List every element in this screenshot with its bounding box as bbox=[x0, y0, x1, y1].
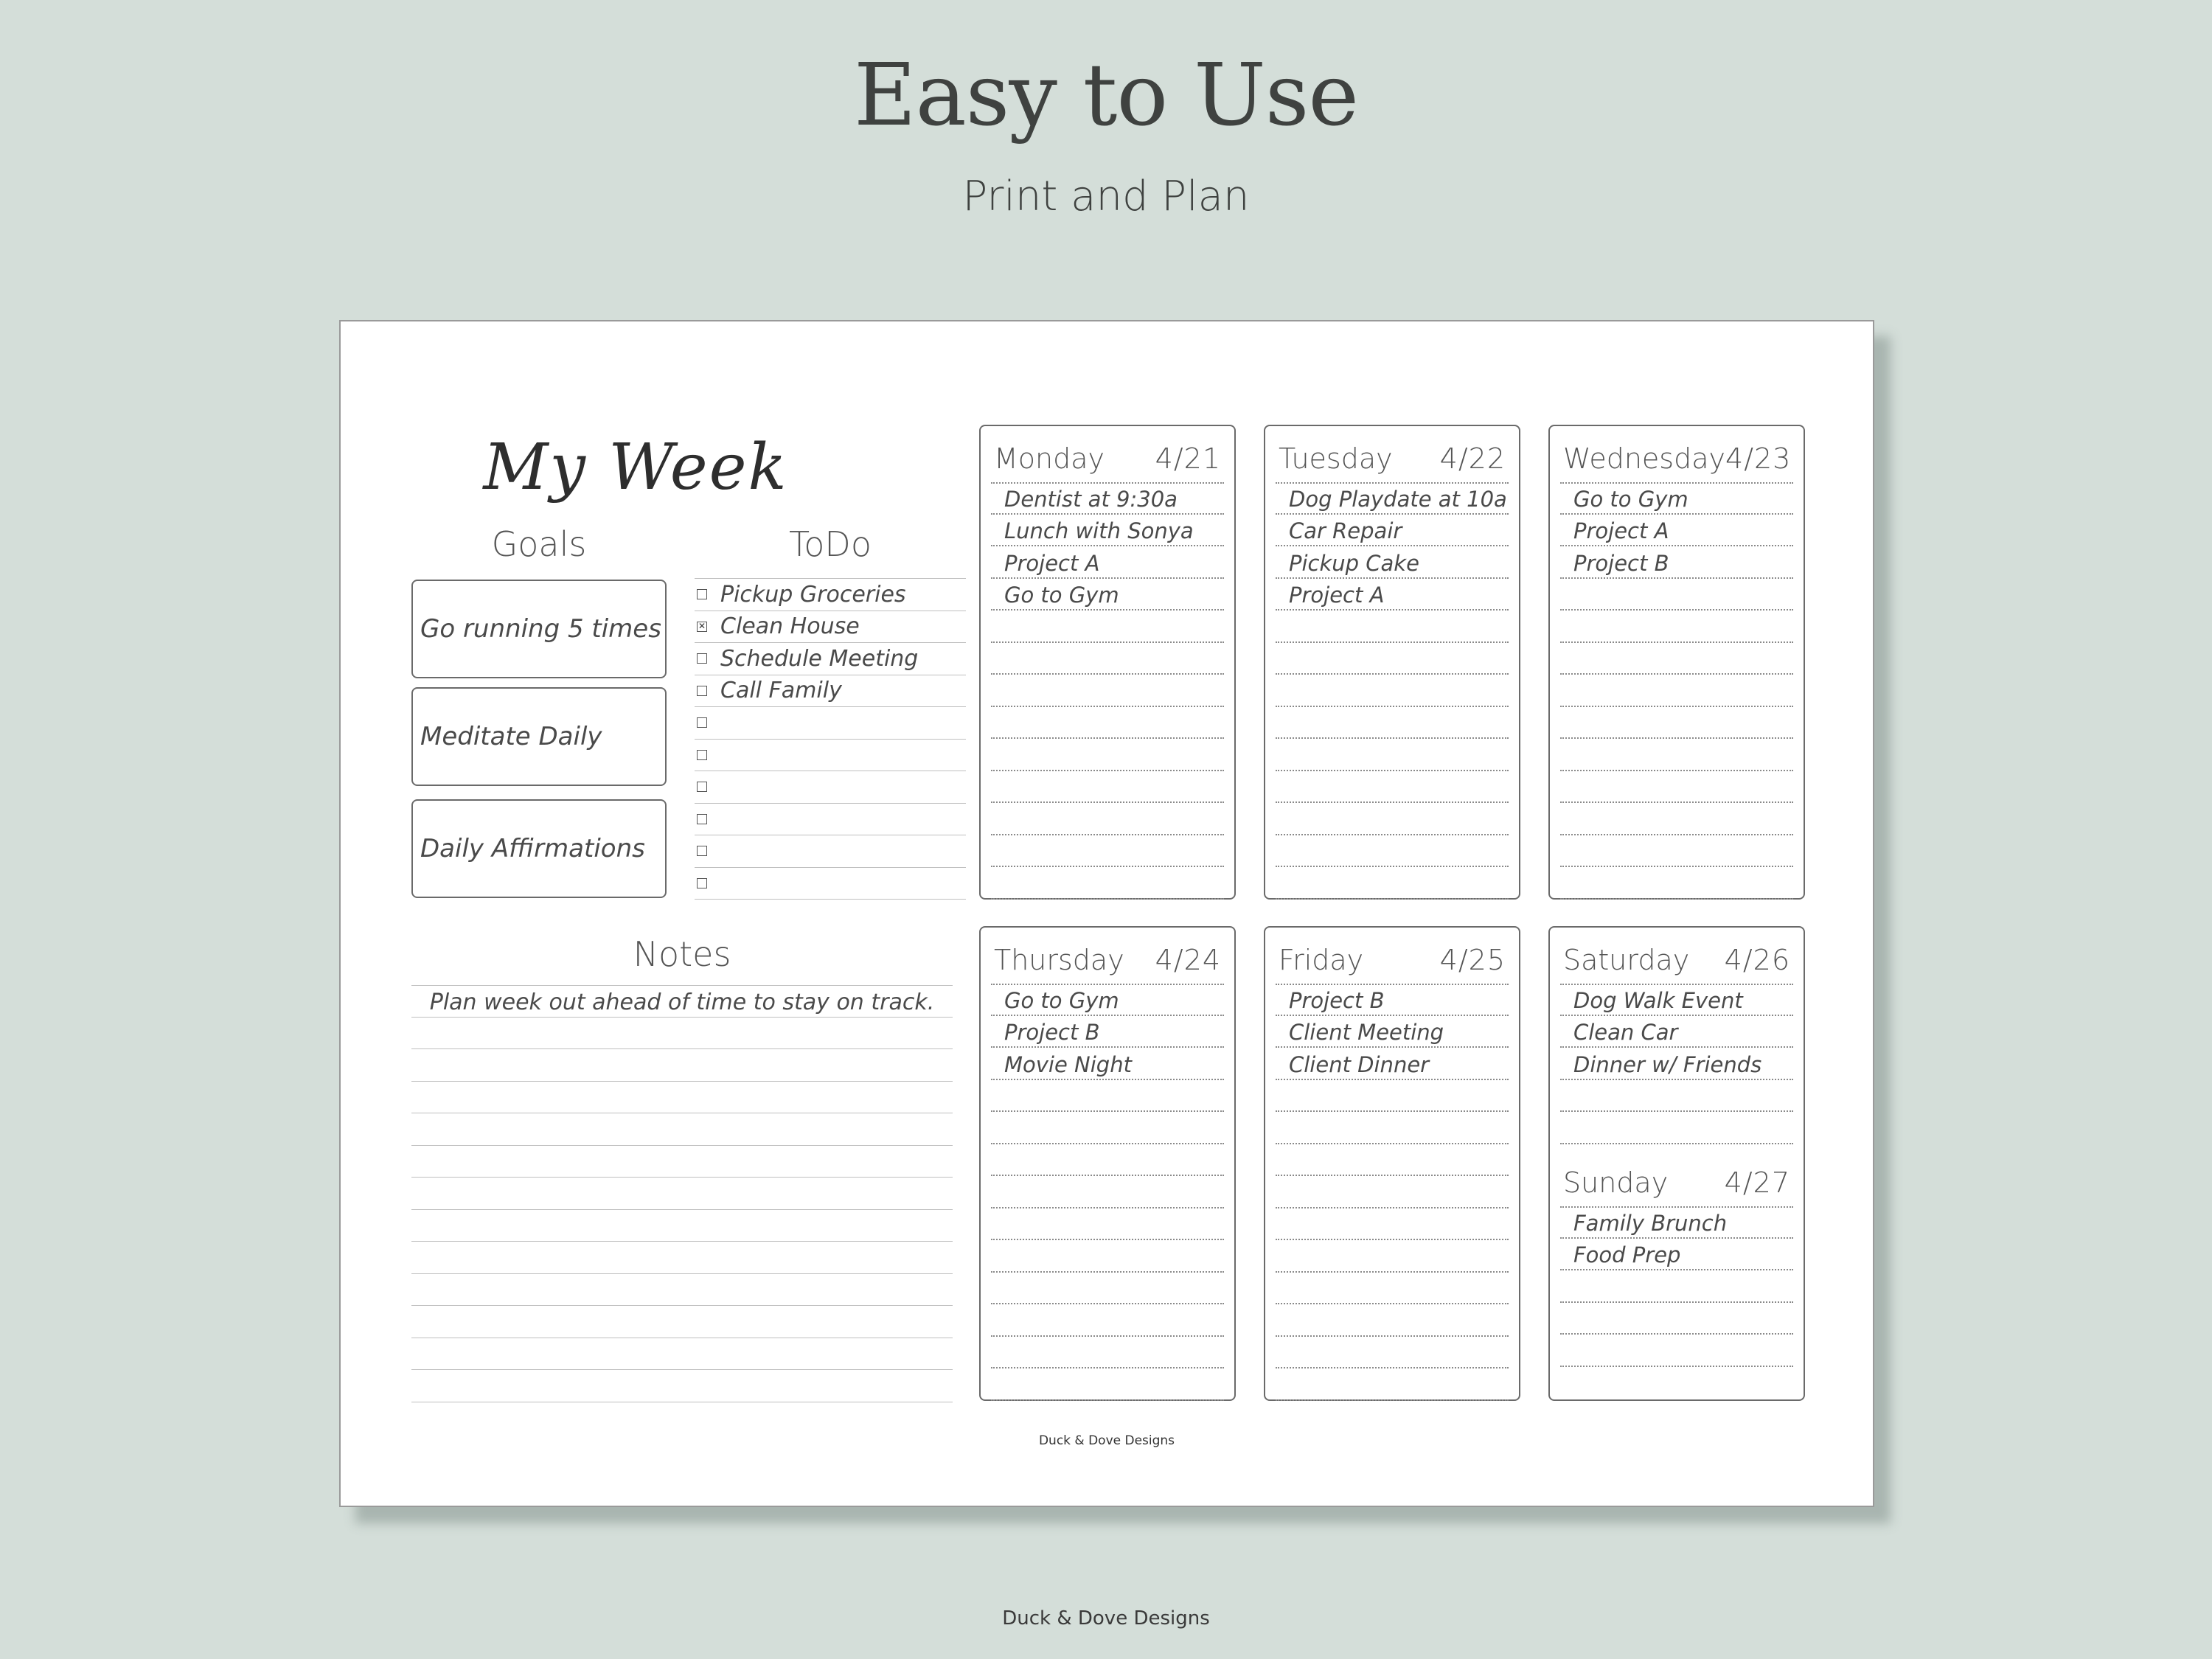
day-line[interactable] bbox=[991, 1337, 1224, 1369]
checkbox-icon[interactable] bbox=[697, 750, 707, 760]
day-line[interactable] bbox=[1560, 1335, 1793, 1367]
day-entry: Dog Walk Event bbox=[1573, 987, 1743, 1013]
notes-line[interactable] bbox=[411, 1242, 953, 1274]
day-line[interactable] bbox=[1276, 1112, 1509, 1144]
day-entry: Dinner w/ Friends bbox=[1573, 1051, 1762, 1077]
day-date: 4/23 bbox=[1725, 442, 1792, 475]
day-line[interactable] bbox=[991, 1240, 1224, 1273]
checkbox-icon[interactable] bbox=[697, 782, 707, 792]
todo-list bbox=[695, 578, 966, 900]
day-line[interactable] bbox=[1276, 1208, 1509, 1241]
todo-row bbox=[695, 868, 966, 900]
goal-text: Meditate Daily bbox=[420, 722, 602, 751]
day-entry: Food Prep bbox=[1573, 1242, 1681, 1267]
day-line[interactable] bbox=[991, 611, 1224, 643]
todo-heading: ToDo bbox=[789, 524, 872, 564]
goal-box[interactable] bbox=[411, 580, 667, 678]
goal-text: Go running 5 times bbox=[420, 614, 661, 644]
day-line[interactable] bbox=[1276, 611, 1509, 643]
day-entry: Lunch with Sonya bbox=[1004, 518, 1194, 543]
notes-line[interactable] bbox=[411, 1274, 953, 1307]
day-entry: Project A bbox=[1004, 550, 1100, 576]
day-name: Friday bbox=[1279, 944, 1364, 976]
day-line[interactable] bbox=[1276, 1337, 1509, 1369]
day-line[interactable] bbox=[1560, 1206, 1793, 1239]
day-entry: Project B bbox=[1004, 1020, 1100, 1045]
day-name: Thursday bbox=[994, 944, 1124, 976]
day-line[interactable] bbox=[991, 1368, 1224, 1401]
todo-row bbox=[695, 771, 966, 804]
day-line[interactable] bbox=[991, 835, 1224, 868]
notes-line[interactable] bbox=[411, 1370, 953, 1402]
day-line[interactable] bbox=[991, 1080, 1224, 1113]
day-line[interactable] bbox=[1276, 771, 1509, 804]
checkbox-icon[interactable] bbox=[697, 814, 707, 824]
day-name: Monday bbox=[994, 442, 1105, 475]
day-line[interactable] bbox=[1276, 1048, 1509, 1080]
todo-text: Pickup Groceries bbox=[720, 581, 906, 608]
notes-line[interactable] bbox=[411, 1338, 953, 1371]
day-line[interactable] bbox=[1560, 803, 1793, 835]
day-line[interactable] bbox=[1276, 1368, 1509, 1401]
checked-checkbox-icon[interactable]: ✕ bbox=[698, 620, 706, 631]
day-date: 4/21 bbox=[1155, 442, 1221, 475]
day-entry: Family Brunch bbox=[1573, 1210, 1728, 1236]
day-line[interactable] bbox=[1560, 867, 1793, 900]
goals-heading: Goals bbox=[491, 524, 587, 564]
day-line[interactable] bbox=[1276, 1273, 1509, 1305]
day-card-friday bbox=[1264, 926, 1520, 1401]
goal-box[interactable] bbox=[411, 799, 667, 898]
day-line[interactable] bbox=[1276, 546, 1509, 579]
day-entry: Go to Gym bbox=[1004, 987, 1119, 1013]
checkbox-icon[interactable] bbox=[697, 653, 707, 664]
day-date: 4/25 bbox=[1439, 944, 1506, 976]
todo-text: Clean House bbox=[720, 613, 860, 640]
notes-line[interactable] bbox=[411, 1146, 953, 1178]
day-line[interactable] bbox=[991, 1112, 1224, 1144]
day-line[interactable] bbox=[1560, 984, 1793, 1016]
day-entry: Dog Playdate at 10a bbox=[1289, 486, 1507, 512]
day-line[interactable] bbox=[991, 803, 1224, 835]
day-line[interactable] bbox=[1560, 579, 1793, 611]
day-line[interactable] bbox=[991, 1144, 1224, 1177]
day-line[interactable] bbox=[1276, 739, 1509, 771]
day-line[interactable] bbox=[991, 1208, 1224, 1241]
day-entry: Project B bbox=[1289, 987, 1385, 1013]
day-name: Saturday bbox=[1563, 944, 1690, 976]
notes-line[interactable] bbox=[411, 1178, 953, 1210]
hero-subtitle: Print and Plan bbox=[962, 173, 1250, 220]
notes-line[interactable] bbox=[411, 1082, 953, 1114]
day-line[interactable] bbox=[1560, 643, 1793, 675]
day-line[interactable] bbox=[1560, 1239, 1793, 1271]
goal-text: Daily Affirmations bbox=[420, 834, 645, 863]
checkbox-icon[interactable] bbox=[697, 878, 707, 888]
checkbox-icon[interactable] bbox=[697, 686, 707, 696]
todo-text: Schedule Meeting bbox=[720, 645, 919, 672]
day-entry: Clean Car bbox=[1573, 1020, 1678, 1045]
hero-title: Easy to Use bbox=[853, 46, 1359, 145]
day-line[interactable] bbox=[991, 739, 1224, 771]
day-entry: Movie Night bbox=[1004, 1051, 1132, 1077]
notes-line[interactable] bbox=[411, 1210, 953, 1242]
day-line[interactable] bbox=[991, 984, 1224, 1016]
day-line[interactable] bbox=[1276, 515, 1509, 547]
notes-line[interactable] bbox=[411, 1113, 953, 1146]
todo-row bbox=[695, 675, 966, 708]
day-entry: Project A bbox=[1289, 582, 1385, 608]
day-line[interactable] bbox=[1560, 1080, 1793, 1113]
day-line[interactable] bbox=[1276, 1304, 1509, 1337]
day-entry: Client Meeting bbox=[1289, 1020, 1444, 1045]
day-name: Sunday bbox=[1563, 1166, 1669, 1199]
planner-sheet bbox=[339, 320, 1874, 1507]
checkbox-icon[interactable] bbox=[697, 589, 707, 599]
checkbox-icon[interactable] bbox=[697, 846, 707, 856]
day-line[interactable] bbox=[1560, 1112, 1793, 1144]
day-entry: Dentist at 9:30a bbox=[1004, 486, 1178, 512]
day-line[interactable] bbox=[1276, 643, 1509, 675]
day-line[interactable] bbox=[991, 771, 1224, 804]
day-line[interactable] bbox=[1560, 611, 1793, 643]
notes-lines bbox=[411, 985, 953, 1402]
day-line[interactable] bbox=[1276, 1016, 1509, 1048]
sheet-brand: Duck & Dove Designs bbox=[1038, 1433, 1175, 1448]
todo-row bbox=[695, 579, 966, 611]
notes-line[interactable] bbox=[411, 1049, 953, 1082]
todo-row bbox=[695, 740, 966, 772]
day-card-tuesday bbox=[1264, 425, 1520, 900]
day-date: 4/24 bbox=[1155, 944, 1221, 976]
day-name: Wednesday bbox=[1563, 442, 1726, 475]
day-line[interactable] bbox=[1276, 1240, 1509, 1273]
day-card-wednesday bbox=[1548, 425, 1805, 900]
day-line[interactable] bbox=[1276, 675, 1509, 707]
day-entry: Car Repair bbox=[1289, 518, 1402, 543]
day-line[interactable] bbox=[1560, 482, 1793, 515]
day-line[interactable] bbox=[1276, 579, 1509, 611]
day-date: 4/22 bbox=[1439, 442, 1506, 475]
notes-line[interactable] bbox=[411, 1018, 953, 1050]
todo-row bbox=[695, 707, 966, 740]
todo-row bbox=[695, 835, 966, 868]
day-line[interactable] bbox=[1560, 707, 1793, 740]
day-entry: Client Dinner bbox=[1289, 1051, 1430, 1077]
day-entry: Project B bbox=[1573, 550, 1669, 576]
day-line[interactable] bbox=[1560, 675, 1793, 707]
goal-box[interactable] bbox=[411, 687, 667, 786]
day-line[interactable] bbox=[1560, 546, 1793, 579]
day-line[interactable] bbox=[1560, 515, 1793, 547]
checkbox-icon[interactable] bbox=[697, 717, 707, 728]
notes-text: Plan week out ahead of time to stay on track. bbox=[429, 989, 935, 1015]
day-line[interactable] bbox=[1560, 1048, 1793, 1080]
footer-brand: Duck & Dove Designs bbox=[1002, 1607, 1210, 1630]
day-card-thursday bbox=[979, 926, 1236, 1401]
planner-title: My Week bbox=[483, 431, 788, 504]
notes-heading: Notes bbox=[633, 934, 731, 974]
day-line[interactable] bbox=[991, 707, 1224, 740]
day-line[interactable] bbox=[1276, 707, 1509, 740]
day-line[interactable] bbox=[1560, 1303, 1793, 1335]
day-line[interactable] bbox=[1560, 1016, 1793, 1048]
day-line[interactable] bbox=[1276, 835, 1509, 868]
day-line[interactable] bbox=[1560, 835, 1793, 868]
day-line[interactable] bbox=[991, 1304, 1224, 1337]
day-name: Tuesday bbox=[1279, 442, 1393, 475]
day-line[interactable] bbox=[1276, 867, 1509, 900]
day-line[interactable] bbox=[1560, 739, 1793, 771]
day-line[interactable] bbox=[1276, 1144, 1509, 1177]
day-line[interactable] bbox=[991, 867, 1224, 900]
day-line[interactable] bbox=[991, 1273, 1224, 1305]
day-line[interactable] bbox=[1276, 1080, 1509, 1113]
day-entry: Pickup Cake bbox=[1289, 550, 1419, 576]
day-line[interactable] bbox=[1276, 984, 1509, 1016]
day-card-weekend bbox=[1548, 926, 1805, 1401]
notes-line[interactable] bbox=[411, 1306, 953, 1338]
day-date: 4/26 bbox=[1724, 944, 1790, 976]
day-card-monday bbox=[979, 425, 1236, 900]
todo-row bbox=[695, 643, 966, 675]
todo-row bbox=[695, 611, 966, 644]
day-line[interactable] bbox=[991, 1048, 1224, 1080]
day-entry: Go to Gym bbox=[1004, 582, 1119, 608]
day-date: 4/27 bbox=[1724, 1166, 1790, 1199]
day-entry: Project A bbox=[1573, 518, 1669, 543]
day-line[interactable] bbox=[1276, 1176, 1509, 1208]
day-line[interactable] bbox=[991, 482, 1224, 515]
day-line[interactable] bbox=[991, 1176, 1224, 1208]
notes-line[interactable] bbox=[411, 985, 953, 1018]
todo-text: Call Family bbox=[720, 678, 842, 704]
day-line[interactable] bbox=[1560, 1270, 1793, 1303]
todo-row bbox=[695, 804, 966, 836]
day-line[interactable] bbox=[991, 643, 1224, 675]
day-line[interactable] bbox=[991, 1016, 1224, 1048]
day-line[interactable] bbox=[991, 515, 1224, 547]
day-entry: Go to Gym bbox=[1573, 486, 1688, 512]
day-line[interactable] bbox=[991, 546, 1224, 579]
day-line[interactable] bbox=[1276, 803, 1509, 835]
day-line[interactable] bbox=[1560, 771, 1793, 804]
day-line[interactable] bbox=[991, 579, 1224, 611]
day-line[interactable] bbox=[991, 675, 1224, 707]
day-line[interactable] bbox=[1276, 482, 1509, 515]
